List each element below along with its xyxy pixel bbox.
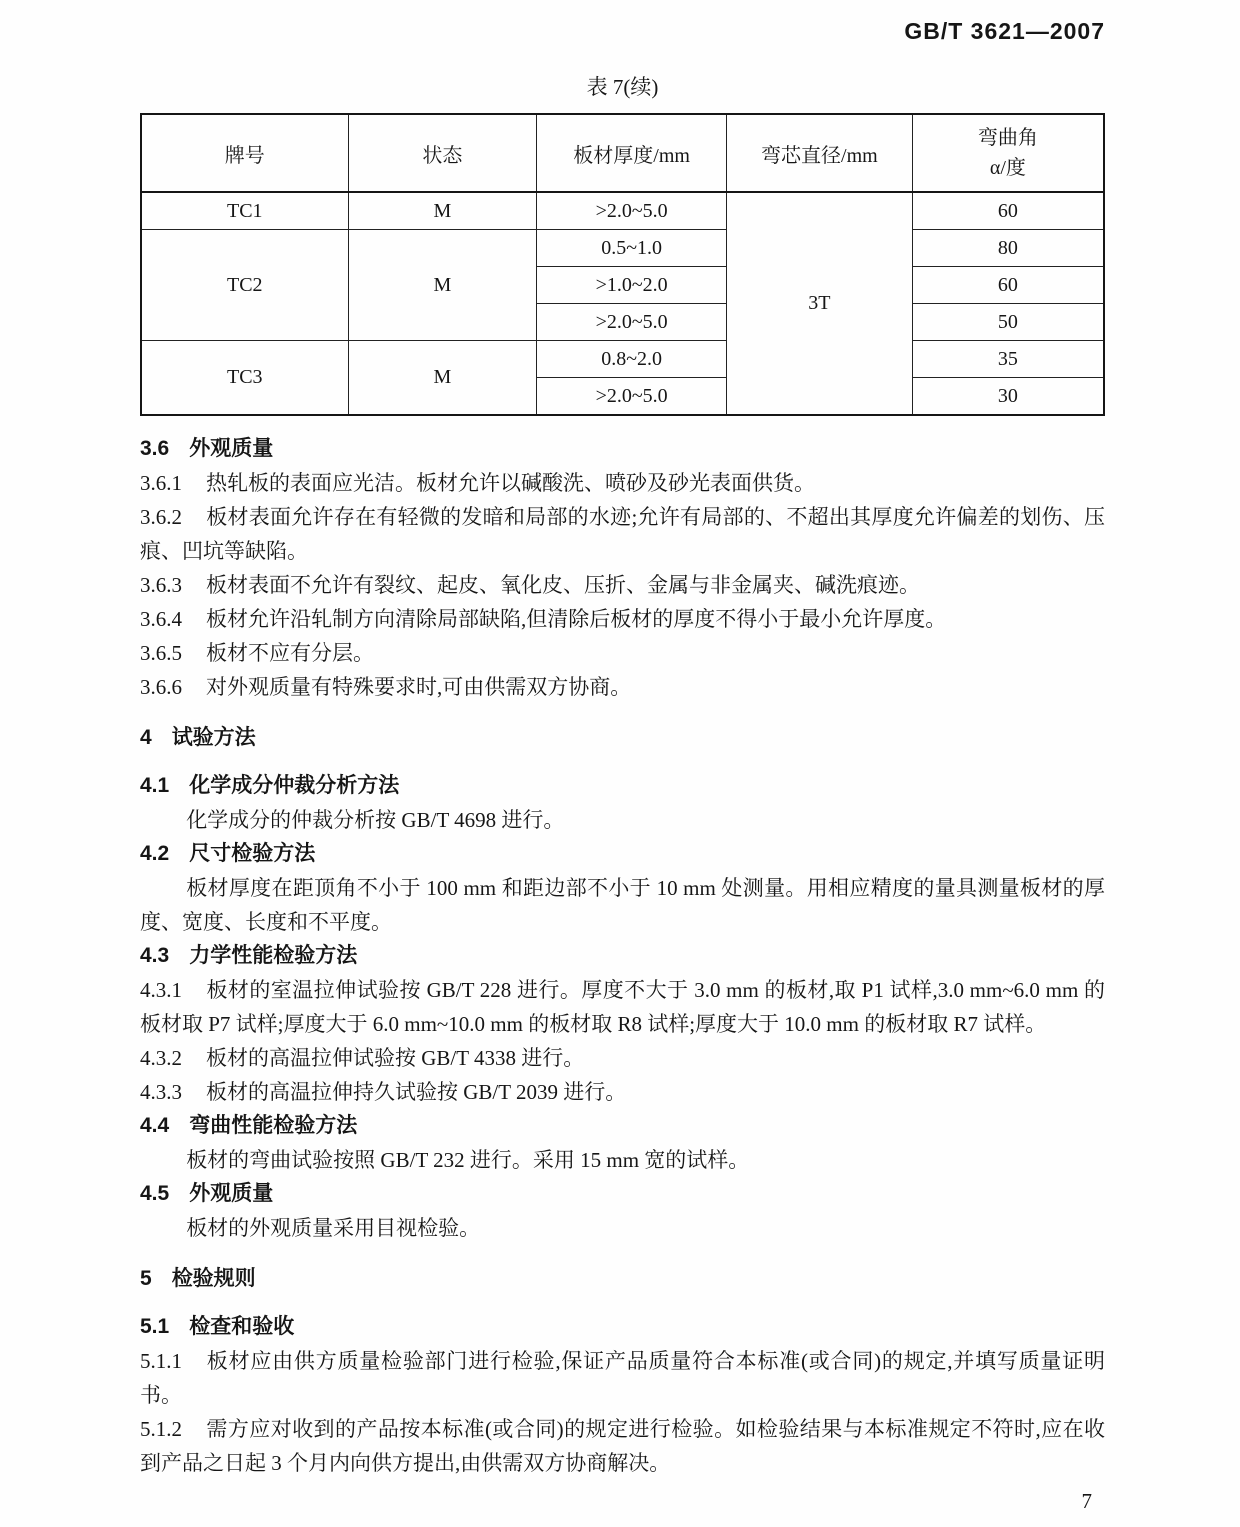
heading-5-1 [140,1310,1105,1344]
clause-text: 需方应对收到的产品按本标准(或合同)的规定进行检验。如检验结果与本标准规定不符时,应在收到产品之日起 3 个月内向供方提出,由供需双方协商解决。 [140,1417,1105,1475]
heading-text: 检查和验收 [189,1315,295,1338]
clause-number: 3.6 [140,437,170,460]
table-row [141,341,1104,378]
clause-4-1-text: 化学成分的仲裁分析按 GB/T 4698 进行。 [186,808,565,832]
clause-3-6-5 [140,636,1105,670]
clause-text: 板材表面允许存在有轻微的发暗和局部的水迹;允许有局部的、不超出其厚度允许偏差的划伤、压痕、凹坑等缺陷。 [140,505,1105,563]
document-body [140,432,1105,1480]
grade-cell: TC1 [141,192,348,230]
thickness-cell: 0.8~2.0 [537,341,727,378]
clause-number: 4.3.3 [140,1080,182,1104]
clause-number: 3.6.5 [140,641,182,665]
clause-3-6-1 [140,466,1105,500]
angle-cell: 60 [912,192,1104,230]
heading-text: 化学成分仲裁分析方法 [189,774,400,797]
heading-text: 力学性能检验方法 [189,944,358,967]
clause-number: 3.6.4 [140,607,182,631]
clause-number: 4.4 [140,1114,170,1137]
angle-cell: 50 [912,304,1104,341]
clause-number: 3.6.6 [140,675,182,699]
clause-text: 板材的高温拉伸持久试验按 GB/T 2039 进行。 [206,1080,627,1104]
column-header-diameter: 弯芯直径/mm [726,114,912,192]
clause-3-6-3 [140,568,1105,602]
clause-4-4-text: 板材的弯曲试验按照 GB/T 232 进行。采用 15 mm 宽的试样。 [186,1148,750,1172]
heading-4-1 [140,769,1105,803]
thickness-cell: >2.0~5.0 [537,192,727,230]
clause-3-6-2 [140,500,1105,568]
bend-angle-label: 弯曲角 [977,127,1038,149]
page-number: 7 [1081,1489,1092,1513]
state-cell: M [348,192,537,230]
column-header-grade: 牌号 [141,114,348,192]
clause-number: 4.5 [140,1182,170,1205]
clause-number: 4.1 [140,774,170,797]
thickness-cell: 0.5~1.0 [537,230,727,267]
clause-number: 3.6.3 [140,573,182,597]
clause-3-6-4 [140,602,1105,636]
thickness-cell: >2.0~5.0 [537,304,727,341]
clause-text: 板材表面不允许有裂纹、起皮、氧化皮、压折、金属与非金属夹、碱洗痕迹。 [206,573,920,597]
heading-text: 弯曲性能检验方法 [189,1114,358,1137]
thickness-cell: >1.0~2.0 [537,267,727,304]
clause-number: 5.1.1 [140,1349,182,1373]
heading-4-4 [140,1109,1105,1143]
grade-cell: TC2 [141,230,348,341]
clause-5-1-2 [140,1412,1105,1480]
table-row [141,192,1104,230]
clause-number: 4.3 [140,944,170,967]
clause-number: 5.1 [140,1315,170,1338]
clause-text: 热轧板的表面应光洁。板材允许以碱酸洗、喷砂及砂光表面供货。 [206,471,815,495]
clause-number: 4.3.2 [140,1046,182,1070]
clause-4-3-3 [140,1075,1105,1109]
diameter-cell: 3T [726,192,912,415]
clause-number: 3.6.2 [140,505,182,529]
heading-5 [140,1262,1105,1296]
column-header-thickness: 板材厚度/mm [537,114,727,192]
clause-number: 4.2 [140,842,170,865]
heading-3-6 [140,432,1105,466]
heading-4 [140,721,1105,755]
thickness-cell: >2.0~5.0 [537,378,727,416]
table-7-continued [140,113,1105,416]
clause-3-6-6 [140,670,1105,704]
heading-text: 尺寸检验方法 [189,842,316,865]
clause-text: 板材的高温拉伸试验按 GB/T 4338 进行。 [206,1046,585,1070]
heading-4-3 [140,939,1105,973]
clause-number: 3.6.1 [140,471,182,495]
clause-text: 板材应由供方质量检验部门进行检验,保证产品质量符合本标准(或合同)的规定,并填写质量证明书。 [140,1349,1105,1407]
standard-code: GB/T 3621—2007 [904,18,1105,44]
clause-5-1-1 [140,1344,1105,1412]
clause-4-3-2 [140,1041,1105,1075]
table-header-row [141,114,1104,192]
table-title: 表 7(续) [586,75,659,99]
state-cell: M [348,230,537,341]
column-header-bend-angle [912,114,1104,192]
heading-text: 外观质量 [189,1182,274,1205]
clause-4-3-1 [140,973,1105,1041]
bend-angle-unit: α/度 [989,157,1026,179]
clause-number: 5.1.2 [140,1417,182,1441]
heading-text: 外观质量 [189,437,274,460]
clause-text: 对外观质量有特殊要求时,可由供需双方协商。 [206,675,632,699]
table-row [141,230,1104,267]
angle-cell: 80 [912,230,1104,267]
clause-4-5-text: 板材的外观质量采用目视检验。 [186,1216,481,1240]
clause-text: 板材不应有分层。 [206,641,374,665]
grade-cell: TC3 [141,341,348,416]
state-cell: M [348,341,537,416]
clause-number: 4 [140,726,152,749]
heading-text: 试验方法 [171,726,256,749]
heading-text: 检验规则 [171,1267,256,1290]
clause-number: 5 [140,1267,152,1290]
clause-text: 板材的室温拉伸试验按 GB/T 228 进行。厚度不大于 3.0 mm 的板材,取 P1 试样,3.0 mm~6.0 mm 的板材取 P7 试样;厚度大于 6.0 mm~10.0 mm 的板材取 R8 试样;厚度大于 10.0 mm 的板材取 R7 试样。 [140,978,1105,1036]
clause-number: 4.3.1 [140,978,182,1002]
heading-4-2 [140,837,1105,871]
angle-cell: 30 [912,378,1104,416]
heading-4-5 [140,1177,1105,1211]
clause-4-2-text: 板材厚度在距顶角不小于 100 mm 和距边部不小于 10 mm 处测量。用相应精度的量具测量板材的厚度、宽度、长度和不平度。 [140,876,1105,934]
angle-cell: 60 [912,267,1104,304]
clause-text: 板材允许沿轧制方向清除局部缺陷,但清除后板材的厚度不得小于最小允许厚度。 [206,607,947,631]
column-header-state: 状态 [348,114,537,192]
angle-cell: 35 [912,341,1104,378]
